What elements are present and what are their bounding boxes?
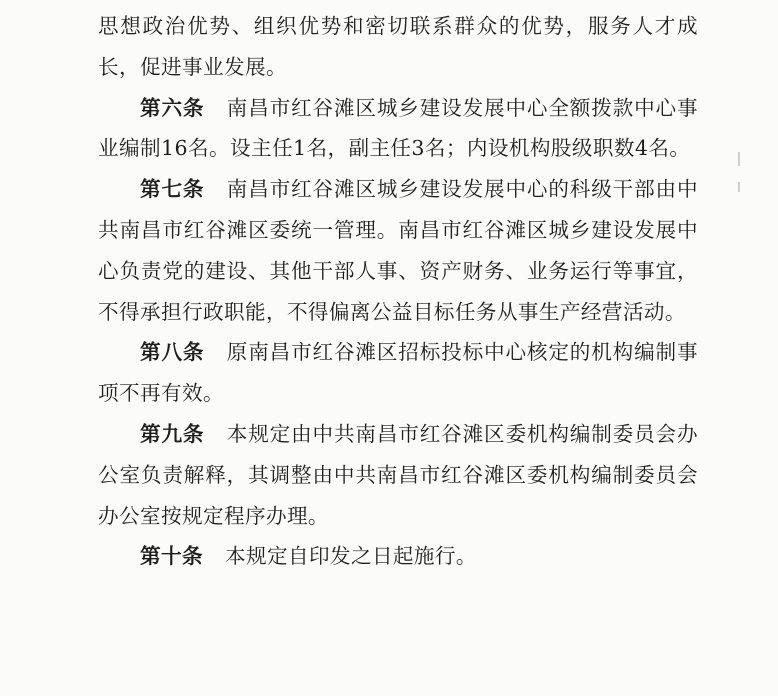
article-9 [98,414,698,536]
article-6 [98,88,698,170]
scan-edge-mark [738,182,740,192]
article-text: 南昌市红谷滩区城乡建设发展中心的科级干部由中共南昌市红谷滩区委统一管理。南昌市红谷滩区城乡建设发展中心负责党的建设、其他干部人事、资产财务、业务运行等事宜，不得承担行政职能，不得偏离公益目标任务从事生产经营活动。 [98,177,698,324]
article-number: 第七条 [140,177,205,202]
article-text: 南昌市红谷滩区城乡建设发展中心全额拨款中心事业编制16名。设主任1名，副主任3名；内设机构股级职数4名。 [98,95,698,161]
article-number: 第八条 [140,340,205,365]
article-text: 本规定自印发之日起施行。 [224,544,477,569]
article-number: 第十条 [140,544,203,569]
article-text: 原南昌市红谷滩区招标投标中心核定的机构编制事项不再有效。 [98,340,698,406]
article-8 [98,332,698,414]
paragraph-continuation [98,6,698,88]
article-number: 第九条 [140,421,205,446]
document-body [98,6,698,577]
article-text: 本规定由中共南昌市红谷滩区委机构编制委员会办公室负责解释，其调整由中共南昌市红谷滩区委机构编制委员会办公室按规定程序办理。 [98,421,698,528]
article-10 [98,536,698,577]
article-number: 第六条 [140,95,205,120]
paragraph-text: 思想政治优势、组织优势和密切联系群众的优势，服务人才成长，促进事业发展。 [98,14,698,79]
article-7 [98,169,698,332]
scan-edge-mark [738,152,740,166]
